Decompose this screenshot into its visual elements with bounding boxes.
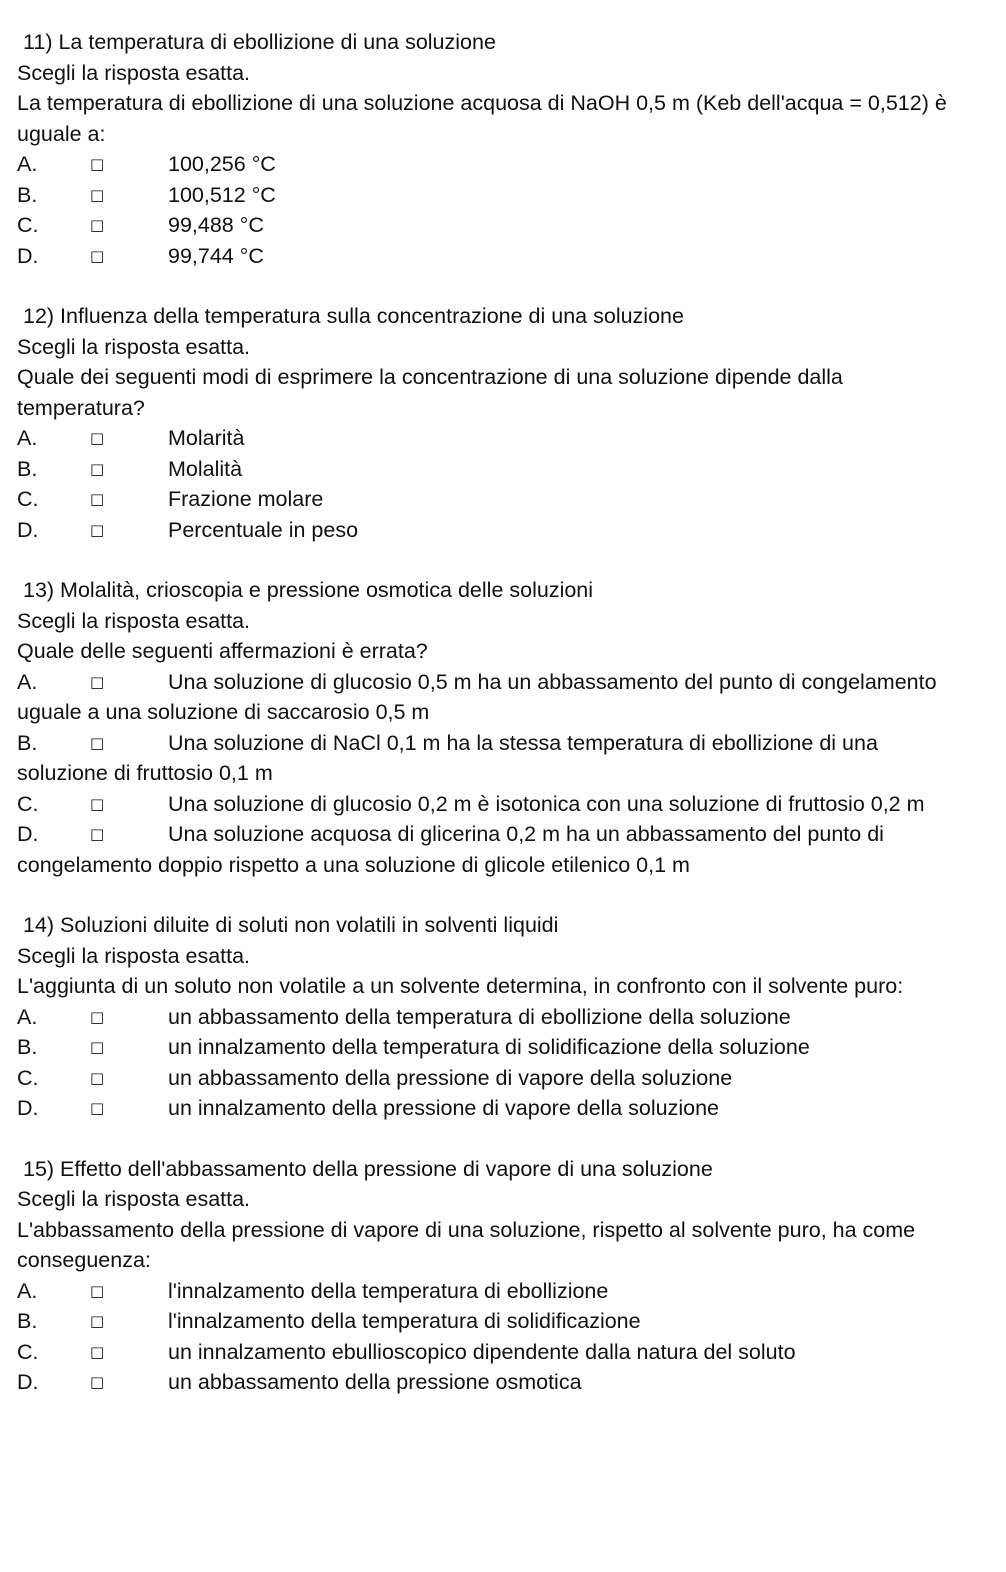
option-text: Una soluzione acquosa di glicerina 0,2 m ha un abbassamento del punto di congelamento doppio rispetto a una soluzione di glicole etilenico 0,1 m [17, 822, 884, 877]
checkbox[interactable]: □ [90, 1007, 105, 1026]
option-text: Molarità [168, 426, 245, 450]
question-instruction: Scegli la risposta esatta. [17, 943, 251, 968]
checkbox[interactable]: □ [90, 490, 105, 508]
option-text: Percentuale in peso [168, 517, 359, 542]
option-text: 100,256 °C [168, 152, 276, 176]
option-text: 100,512 °C [168, 182, 276, 207]
option-b[interactable] [17, 728, 966, 789]
option-text: un innalzamento della temperatura di solidificazione della soluzione [168, 1035, 810, 1059]
option-letter: A. [17, 1278, 38, 1303]
option-text: Frazione molare [168, 487, 324, 511]
option-text: Una soluzione di glucosio 0,5 m ha un abbassamento del punto di congelamento uguale a una soluzione di saccarosio 0,5 m [17, 669, 937, 724]
question-12 [17, 301, 966, 545]
option-text: un abbassamento della pressione di vapore della soluzione [168, 1065, 733, 1090]
option-c[interactable] [17, 1063, 966, 1094]
option-d[interactable] [17, 1093, 966, 1124]
option-letter: B. [17, 1309, 38, 1333]
option-d[interactable] [17, 819, 966, 880]
option-b[interactable] [17, 180, 966, 211]
question-title: 11) La temperatura di ebollizione di una soluzione [23, 30, 496, 54]
option-text: Una soluzione di glucosio 0,2 m è isotonica con una soluzione di fruttosio 0,2 m [168, 791, 925, 816]
option-text: l'innalzamento della temperatura di ebollizione [168, 1278, 609, 1303]
option-d[interactable] [17, 1367, 966, 1398]
checkbox[interactable]: □ [90, 1038, 105, 1056]
option-b[interactable] [17, 1306, 966, 1337]
option-letter: C. [17, 213, 39, 237]
option-letter: B. [17, 456, 38, 481]
option-b[interactable] [17, 454, 966, 485]
option-d[interactable] [17, 515, 966, 546]
option-letter: C. [17, 1065, 39, 1090]
option-letter: C. [17, 1339, 39, 1364]
question-title: 15) Effetto dell'abbassamento della pressione di vapore di una soluzione [23, 1156, 713, 1181]
option-c[interactable] [17, 210, 966, 241]
option-text: un innalzamento della pressione di vapore della soluzione [168, 1096, 720, 1120]
option-letter: D. [17, 243, 39, 268]
option-a[interactable] [17, 667, 966, 728]
option-text: Molalità [168, 456, 243, 481]
checkbox[interactable]: □ [90, 794, 105, 813]
option-c[interactable] [17, 789, 966, 820]
option-text: un abbassamento della temperatura di ebollizione della soluzione [168, 1004, 791, 1029]
question-title: 13) Molalità, crioscopia e pressione osmotica delle soluzioni [23, 578, 594, 602]
option-letter: D. [17, 517, 39, 542]
checkbox[interactable]: □ [90, 733, 105, 752]
checkbox[interactable]: □ [90, 429, 105, 447]
checkbox[interactable]: □ [90, 1342, 105, 1361]
option-b[interactable] [17, 1032, 966, 1063]
option-text: 99,488 °C [168, 213, 264, 237]
checkbox[interactable]: □ [90, 246, 105, 265]
question-prompt: L'aggiunta di un soluto non volatile a un solvente determina, in confronto con il solvente puro: [17, 974, 904, 998]
checkbox[interactable]: □ [90, 672, 105, 691]
option-letter: D. [17, 1370, 39, 1394]
checkbox[interactable]: □ [90, 185, 105, 204]
checkbox[interactable]: □ [90, 1099, 105, 1117]
option-letter: B. [17, 182, 38, 207]
question-15 [17, 1154, 966, 1398]
option-letter: A. [17, 152, 38, 176]
question-instruction: Scegli la risposta esatta. [17, 334, 251, 359]
question-11 [17, 27, 966, 271]
question-title: 12) Influenza della temperatura sulla concentrazione di una soluzione [23, 304, 684, 328]
option-a[interactable] [17, 149, 966, 180]
option-a[interactable] [17, 1276, 966, 1307]
question-title: 14) Soluzioni diluite di soluti non volatili in solventi liquidi [23, 913, 559, 937]
checkbox[interactable]: □ [90, 1373, 105, 1391]
option-letter: A. [17, 426, 38, 450]
option-letter: D. [17, 1096, 39, 1120]
option-c[interactable] [17, 484, 966, 515]
checkbox[interactable]: □ [90, 1312, 105, 1330]
question-instruction: Scegli la risposta esatta. [17, 1187, 251, 1211]
option-letter: A. [17, 669, 38, 694]
option-c[interactable] [17, 1337, 966, 1368]
option-letter: A. [17, 1004, 38, 1029]
option-letter: B. [17, 1035, 38, 1059]
option-text: Una soluzione di NaCl 0,1 m ha la stessa temperatura di ebollizione di una soluzione di fruttosio 0,1 m [17, 730, 878, 785]
checkbox[interactable]: □ [90, 520, 105, 539]
option-d[interactable] [17, 241, 966, 272]
question-instruction: Scegli la risposta esatta. [17, 60, 251, 85]
question-14 [17, 910, 966, 1124]
option-text: 99,744 °C [168, 243, 264, 268]
option-letter: C. [17, 487, 39, 511]
option-letter: D. [17, 822, 39, 846]
checkbox[interactable]: □ [90, 216, 105, 234]
option-letter: C. [17, 791, 39, 816]
question-instruction: Scegli la risposta esatta. [17, 608, 251, 633]
checkbox[interactable]: □ [90, 459, 105, 478]
question-13 [17, 575, 966, 880]
checkbox[interactable]: □ [90, 1068, 105, 1087]
checkbox[interactable]: □ [90, 825, 105, 843]
question-prompt: Quale delle seguenti affermazioni è errata? [17, 639, 428, 663]
option-text: l'innalzamento della temperatura di solidificazione [168, 1309, 641, 1333]
question-prompt: L'abbassamento della pressione di vapore di una soluzione, rispetto al solvente puro, ha come conseguenza: [17, 1217, 916, 1272]
option-letter: B. [17, 730, 38, 755]
option-text: un abbassamento della pressione osmotica [168, 1370, 582, 1394]
option-a[interactable] [17, 423, 966, 454]
option-a[interactable] [17, 1002, 966, 1033]
checkbox[interactable]: □ [90, 1281, 105, 1300]
question-prompt: La temperatura di ebollizione di una soluzione acquosa di NaOH 0,5 m (Keb dell'acqua = 0,512) è uguale a: [17, 91, 947, 146]
question-prompt: Quale dei seguenti modi di esprimere la concentrazione di una soluzione dipende dalla temperatura? [17, 365, 843, 420]
checkbox[interactable]: □ [90, 155, 105, 173]
option-text: un innalzamento ebullioscopico dipendente dalla natura del soluto [168, 1339, 796, 1364]
